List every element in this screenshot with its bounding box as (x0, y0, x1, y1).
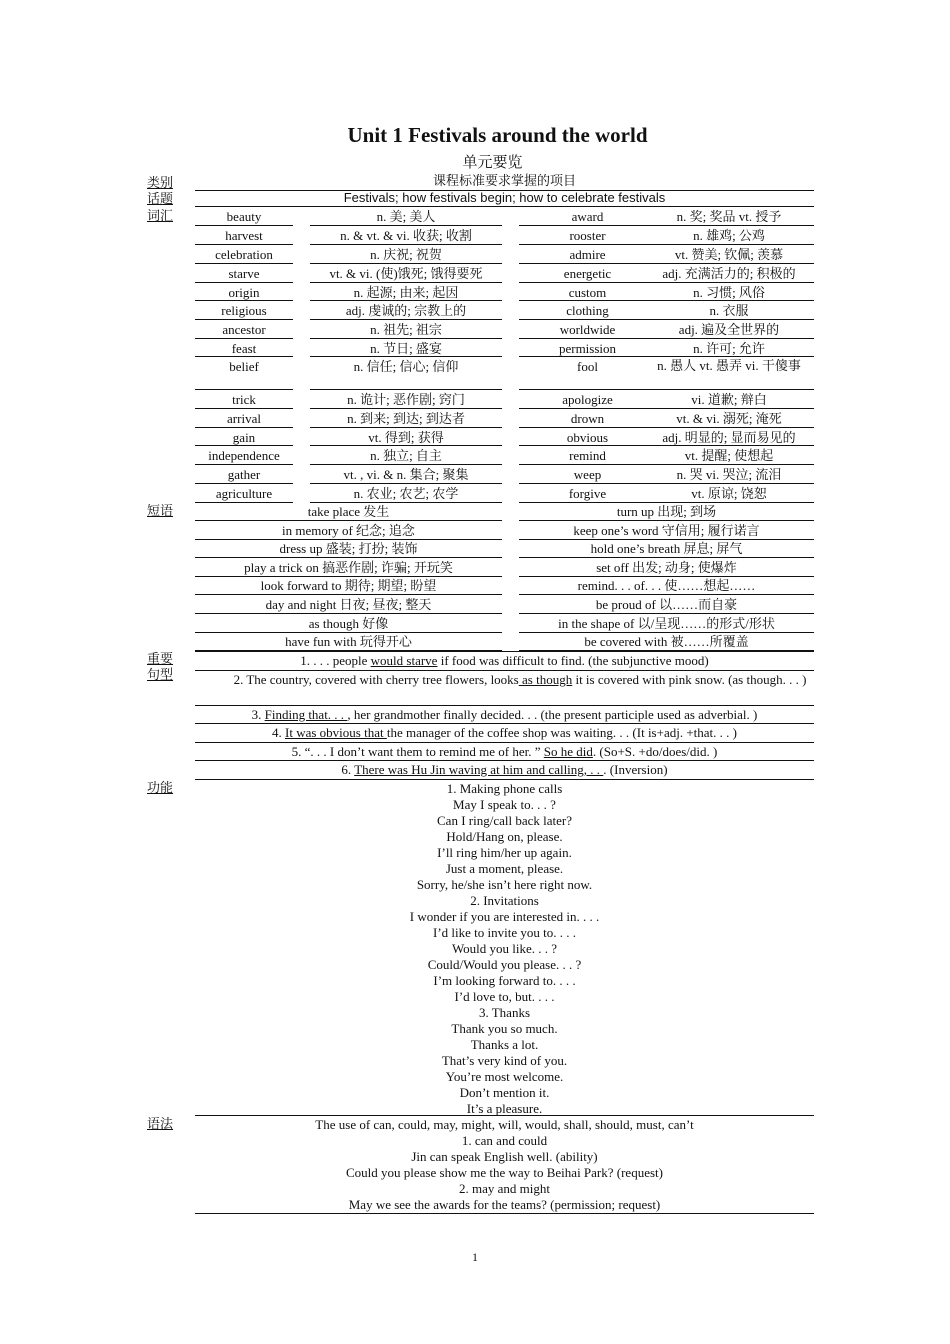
vocab-definition: n. 愚人 vt. 愚弄 vi. 干傻事 (657, 358, 801, 373)
sentences-divider (195, 760, 814, 761)
vocab-row-divider (519, 282, 656, 283)
topic-divider-bottom (195, 206, 814, 207)
vocab-row-divider (195, 225, 293, 226)
vocab-definition: adj. 明显的; 显而易见的 (662, 430, 796, 445)
vocab-word: drown (570, 411, 605, 426)
vocab-row-divider (644, 389, 814, 390)
grammar-line: The use of can, could, may, might, will, would, shall, should, must, can’t (315, 1117, 694, 1132)
vocab-definition: adj. 遍及全世界的 (678, 322, 780, 337)
vocab-row-divider (644, 319, 814, 320)
vocab-row-divider (310, 300, 502, 301)
vocab-word: belief (229, 359, 259, 374)
vocab-row-divider (310, 427, 502, 428)
vocab-word: arrival (227, 411, 261, 426)
function-line: 2. Invitations (470, 893, 539, 908)
vocab-row-divider (195, 263, 293, 264)
vocab-row-divider (310, 338, 502, 339)
vocab-word: obvious (566, 430, 609, 445)
vocab-row-divider (644, 427, 814, 428)
vocab-row-divider (310, 445, 502, 446)
vocab-word: gain (232, 430, 256, 445)
vocab-word: weep (573, 467, 602, 482)
vocab-word: worldwide (559, 322, 616, 337)
vocab-definition: n. 奖; 奖品 vt. 授予 (676, 209, 782, 224)
vocab-definition: n. 美; 美人 (376, 209, 436, 224)
vocab-definition: adj. 充满活力的; 积极的 (662, 266, 796, 281)
grammar-divider-bottom (195, 1213, 814, 1214)
function-line: 1. Making phone calls (446, 781, 563, 796)
vocab-definition: n. 雄鸡; 公鸡 (693, 228, 765, 243)
functions-divider-bottom (195, 1115, 814, 1116)
vocab-word: custom (568, 285, 607, 300)
vocab-row-divider (519, 389, 656, 390)
vocab-row-divider (519, 338, 656, 339)
grammar-list (195, 1117, 814, 1213)
phrase-right: keep one’s word 守信用; 履行诺言 (573, 522, 760, 538)
phrase-right: hold one’s breath 屏息; 屏气 (590, 541, 743, 557)
sentence-5: 5. “. . . I don’t want them to remind me of her. ” So he did. (So+S. +do/does/did. ) (291, 744, 718, 759)
function-line: 3. Thanks (478, 1005, 531, 1020)
grammar-line: May we see the awards for the teams? (permission; request) (348, 1197, 661, 1212)
vocab-definition: n. 到来; 到达; 到达者 (347, 411, 465, 426)
vocab-row-divider (310, 244, 502, 245)
vocab-word: agriculture (215, 486, 273, 501)
vocab-row-divider (644, 244, 814, 245)
vocab-row-divider (644, 356, 814, 357)
vocab-row-divider (644, 300, 814, 301)
function-line: Can I ring/call back later? (437, 813, 572, 828)
phrase-left: in memory of 纪念; 追念 (282, 522, 415, 538)
function-line: Sorry, he/she isn’t here right now. (416, 877, 593, 892)
vocab-definition: n. 农业; 农艺; 农学 (353, 486, 459, 501)
vocab-word: feast (231, 341, 257, 356)
vocab-word: admire (569, 247, 606, 262)
vocab-row-divider (195, 464, 293, 465)
phrase-left: look forward to 期待; 期望; 盼望 (260, 578, 437, 594)
function-line: Thank you so much. (451, 1021, 558, 1036)
vocab-definition: vt. 提醒; 使想起 (684, 448, 774, 463)
phrase-right: in the shape of 以/呈现……的形式/形状 (558, 615, 775, 631)
vocab-row-divider (195, 300, 293, 301)
phrase-right: turn up 出现; 到场 (616, 504, 717, 519)
function-line: Would you like. . . ? (451, 941, 558, 956)
category-label-leibie: 类别 (147, 175, 174, 190)
vocab-row-divider (310, 263, 502, 264)
vocab-definition: vt. 得到; 获得 (368, 430, 444, 445)
vocab-definition: n. 衣服 (709, 303, 749, 318)
phrase-right: be covered with 被……所覆盖 (584, 634, 749, 650)
vocab-word: celebration (215, 247, 273, 262)
function-line: You’re most welcome. (445, 1069, 564, 1084)
vocab-row-divider (195, 338, 293, 339)
category-label-duanyu: 短语 (147, 503, 174, 518)
function-line: It’s a pleasure. (466, 1101, 543, 1116)
vocab-row-divider (310, 225, 502, 226)
vocab-definition: vt. , vi. & n. 集合; 聚集 (343, 467, 469, 482)
function-line: Don’t mention it. (459, 1085, 550, 1100)
vocab-row-divider (310, 408, 502, 409)
phrase-left: have fun with 玩得开心 (285, 634, 412, 650)
vocab-definition: n. 哭 vi. 哭泣; 流泪 (676, 467, 782, 482)
vocab-word: rooster (569, 228, 606, 243)
phrase-left: dress up 盛装; 打扮; 装饰 (279, 541, 418, 557)
function-line: I wonder if you are interested in. . . . (409, 909, 600, 924)
vocab-row-divider (519, 244, 656, 245)
vocab-row-divider (195, 445, 293, 446)
phrase-left: day and night 日夜; 昼夜; 整天 (265, 597, 432, 612)
vocab-row-divider (519, 319, 656, 320)
vocab-definition: n. 庆祝; 祝贺 (370, 247, 442, 262)
vocab-definition: vi. 道歉; 辩白 (691, 392, 767, 407)
category-label-huati: 话题 (147, 191, 174, 206)
vocab-row-divider (644, 464, 814, 465)
vocab-row-divider (644, 225, 814, 226)
grammar-line: 2. may and might (459, 1181, 550, 1196)
vocab-row-divider (195, 356, 293, 357)
phrase-right: set off 出发; 动身; 使爆炸 (596, 559, 737, 575)
vocab-word: energetic (563, 266, 612, 281)
vocab-word: religious (221, 303, 267, 318)
vocab-row-divider (310, 389, 502, 390)
vocab-word: starve (228, 266, 260, 281)
vocab-definition: n. 习惯; 风俗 (693, 285, 765, 300)
vocab-row-divider (195, 483, 293, 484)
vocab-row-divider (644, 338, 814, 339)
sentence-6: 6. There was Hu Jin waving at him and calling, . . . (Inversion) (341, 762, 668, 777)
vocab-word: award (571, 209, 604, 224)
sentences-divider-bottom (195, 779, 814, 780)
vocab-row-divider (310, 483, 502, 484)
vocab-definition: adj. 虔诚的; 宗教上的 (345, 303, 467, 318)
vocab-row-divider (644, 483, 814, 484)
functions-list (195, 781, 814, 1117)
sentences-divider (195, 742, 814, 743)
function-line: Could/Would you please. . . ? (427, 957, 582, 972)
sentence-4: 4. It was obvious that the manager of the coffee shop was waiting. . . (It is+adj. +that. . . ) (272, 725, 737, 740)
page-number: 1 (472, 1250, 478, 1264)
vocab-definition: n. & vt. & vi. 收获; 收割 (340, 228, 472, 243)
vocab-row-divider (519, 427, 656, 428)
vocab-definition: vt. 原谅; 饶恕 (691, 486, 767, 501)
vocab-word: origin (228, 285, 260, 300)
vocab-definition: n. 许可; 允许 (693, 341, 765, 356)
vocab-word: fool (577, 359, 598, 374)
vocab-definition: vt. & vi. 溺死; 淹死 (676, 411, 782, 426)
vocab-word: clothing (566, 303, 609, 318)
sentences-divider (195, 670, 814, 671)
vocab-definition: n. 诡计; 恶作剧; 窍门 (347, 392, 465, 407)
vocab-row-divider (644, 263, 814, 264)
vocab-row-divider (519, 483, 656, 484)
function-line: That’s very kind of you. (441, 1053, 568, 1068)
function-line: I’d like to invite you to. . . . (433, 925, 576, 940)
function-line: I’m looking forward to. . . . (433, 973, 576, 988)
vocab-definition: n. 节日; 盛宴 (370, 341, 442, 356)
vocab-row-divider (310, 356, 502, 357)
category-label-cihui: 词汇 (147, 208, 174, 223)
vocab-row-divider (195, 427, 293, 428)
phrase-left: as though 好像 (308, 615, 389, 631)
vocab-row-divider (519, 263, 656, 264)
sentences-divider (195, 705, 814, 706)
vocab-definition: n. 祖先; 祖宗 (370, 322, 442, 337)
vocab-word: independence (208, 448, 280, 463)
topic-heading: 课程标准要求掌握的项目 (432, 173, 576, 188)
phrase-right: remind. . . of. . . 使……想起…… (577, 578, 756, 594)
vocab-word: forgive (568, 486, 607, 501)
sentence-2: 2. The country, covered with cherry tree flowers, looks as though it is covered with pink snow. (as though. . . ) (233, 672, 807, 687)
vocab-row-divider (310, 282, 502, 283)
topic-text: Festivals; how festivals begin; how to celebrate festivals (343, 190, 666, 205)
function-line: I’d love to, but. . . . (454, 989, 555, 1004)
function-line: Just a moment, please. (445, 861, 564, 876)
vocab-definition: n. 独立; 自主 (370, 448, 442, 463)
sentences-divider (195, 723, 814, 724)
vocab-row-divider (195, 408, 293, 409)
grammar-line: 1. can and could (461, 1133, 548, 1148)
vocab-definition: vt. & vi. (使)饿死; 饿得要死 (329, 266, 483, 281)
vocab-row-divider (195, 244, 293, 245)
vocab-row-divider (310, 319, 502, 320)
vocab-row-divider (644, 282, 814, 283)
vocab-row-divider (519, 225, 656, 226)
function-line: Hold/Hang on, please. (446, 829, 563, 844)
sentences-divider-top (195, 651, 814, 652)
vocab-definition: n. 信任; 信心; 信仰 (353, 359, 459, 374)
page-subtitle: 单元要览 (462, 155, 523, 171)
vocab-row-divider (519, 464, 656, 465)
page-title: Unit 1 Festivals around the world (347, 123, 648, 147)
vocab-definition: n. 起源; 由来; 起因 (353, 285, 459, 300)
category-label-yufa: 语法 (147, 1116, 174, 1131)
category-label-gongneng: 功能 (147, 780, 174, 795)
vocab-row-divider (195, 389, 293, 390)
sentence-3: 3. Finding that. . . , her grandmother finally decided. . . (the present participle used as adverbial. ) (251, 707, 758, 722)
sentence-1: 1. . . . people would starve if food was difficult to find. (the subjunctive mood) (300, 653, 709, 668)
vocab-row-divider (519, 300, 656, 301)
vocab-word: remind (569, 448, 606, 463)
vocab-row-divider (310, 464, 502, 465)
phrase-left: take place 发生 (307, 504, 390, 519)
vocab-row-divider (519, 445, 656, 446)
vocab-row-divider (195, 319, 293, 320)
grammar-line: Jin can speak English well. (ability) (411, 1149, 598, 1164)
vocab-word: beauty (226, 209, 262, 224)
category-label-sentences: 重要句型 (147, 651, 174, 682)
vocab-word: permission (558, 341, 617, 356)
vocab-word: apologize (562, 392, 613, 407)
vocab-row-divider (519, 356, 656, 357)
function-line: I’ll ring him/her up again. (437, 845, 572, 860)
vocab-row-divider (519, 408, 656, 409)
function-line: May I speak to. . . ? (453, 797, 556, 812)
vocab-definition: vt. 赞美; 钦佩; 羡慕 (674, 247, 784, 262)
vocab-row-divider (644, 408, 814, 409)
vocab-word: gather (227, 467, 261, 482)
grammar-line: Could you please show me the way to Beihai Park? (request) (346, 1165, 663, 1180)
function-line: Thanks a lot. (470, 1037, 539, 1052)
phrase-left: play a trick on 搞恶作剧; 诈骗; 开玩笑 (244, 559, 453, 575)
phrase-right: be proud of 以……而自豪 (595, 597, 738, 612)
vocab-word: harvest (225, 228, 263, 243)
vocab-row-divider (195, 282, 293, 283)
vocab-row-divider (644, 445, 814, 446)
vocab-word: ancestor (222, 322, 266, 337)
vocab-word: trick (232, 392, 256, 407)
